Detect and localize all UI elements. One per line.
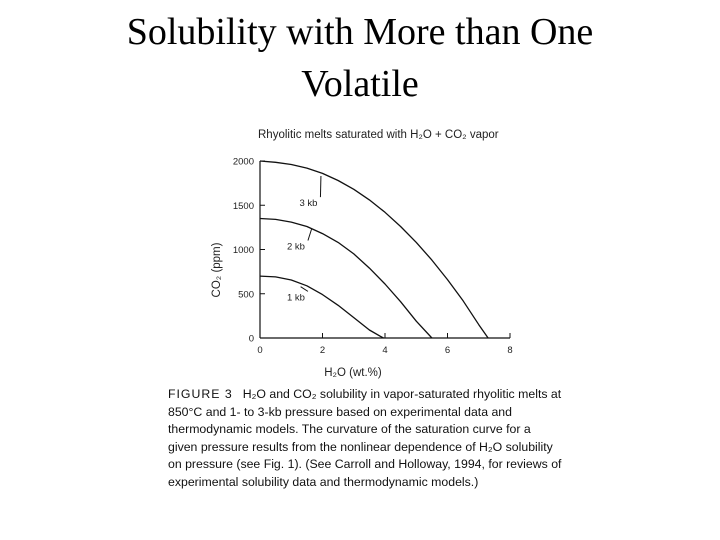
x-axis-label: H₂O (wt.%) [324, 367, 382, 379]
curve-label: 3 kb [299, 198, 318, 210]
curve-label-leader [320, 176, 321, 197]
y-tick-label: 1000 [232, 245, 254, 256]
chart-title: Rhyolitic melts saturated with H₂O + CO₂ vapor [258, 129, 499, 141]
y-axis-label: CO₂ (ppm) [211, 242, 223, 298]
solubility-chart [195, 118, 525, 386]
y-tick-label: 2000 [232, 156, 254, 168]
slide-title [0, 6, 720, 110]
x-tick-label: 8 [507, 345, 513, 356]
curve-label: 2 kb [286, 241, 305, 253]
series-1-kb-line [260, 276, 383, 338]
x-tick-label: 4 [382, 345, 388, 356]
x-tick-label: 2 [319, 345, 326, 356]
y-tick-label: 1500 [232, 200, 254, 212]
figure-caption [168, 386, 563, 492]
x-tick-label: 6 [444, 345, 451, 356]
chart-axes [233, 157, 513, 357]
caption-label: FIGURE 3 [168, 387, 233, 401]
curve-label: 1 kb [286, 292, 305, 304]
y-tick-label: 500 [238, 289, 254, 301]
curve-label-leader [308, 229, 312, 240]
x-tick-label: 0 [257, 345, 263, 356]
slide-title-line2: Volatile [301, 63, 419, 105]
slide-title-line1: Solubility with More than One [126, 11, 594, 53]
caption-text: H₂O and CO₂ solubility in vapor-saturated rhyolitic melts at 850°C and 1- to 3-kb pressure based on experimental data and thermodynamic models. The curvature of the saturation curve for a given pressure results from the nonlinear dependence of H₂O solubility on pressure (see Fig. 1). (See Carroll and Holloway, 1994, for reviews of experimental solubility data and thermodynamic models.) [168, 387, 562, 489]
curve-label-leader [301, 287, 308, 292]
y-tick-label: 0 [248, 333, 254, 345]
